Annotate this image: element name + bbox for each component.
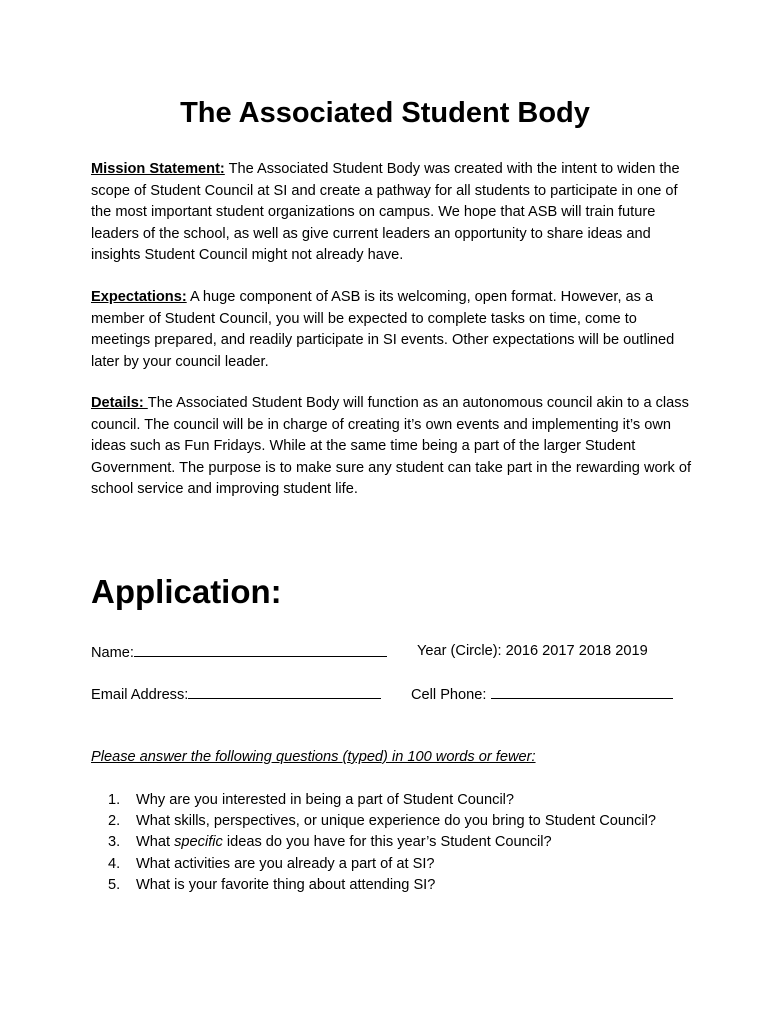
question-text: What activities are you already a part of at SI?	[136, 855, 435, 872]
page-title: The Associated Student Body	[180, 97, 590, 129]
list-item	[108, 875, 656, 896]
phone-label: Cell Phone:	[411, 687, 491, 703]
name-field[interactable]	[91, 641, 387, 663]
expectations-label: Expectations:	[91, 289, 187, 305]
mission-statement-text: The Associated Student Body was created with the intent to widen the scope of Student Council at SI and create a pathway for all students to participate in one of the most important student organizations on campus. We hope that ASB will train future leaders of the school, as well as give current leaders an opportunity to share ideas and insights Student Council might not already have.	[91, 161, 680, 263]
question-text-pre: What	[136, 834, 175, 851]
name-blank-line[interactable]	[134, 641, 387, 657]
question-number: 1.	[108, 792, 121, 808]
year-field: Year (Circle): 2016 2017 2018 2019	[417, 643, 648, 659]
details-text: The Associated Student Body will function as an autonomous council akin to a class council. The council will be in charge of creating it’s own events and implementing it’s own ideas such as Fun Fridays. While at the same time being a part of the larger Student Government. The purpose is to make sure any student can take part in the rewarding work of school service and improving student life.	[91, 395, 692, 497]
question-text: What is your favorite thing about attending SI?	[136, 876, 436, 893]
question-text: What skills, perspectives, or unique experience do you bring to Student Council?	[136, 813, 656, 830]
question-number: 4.	[108, 855, 121, 872]
application-heading: Application:	[91, 573, 282, 610]
details-label: Details:	[91, 395, 148, 411]
name-label: Name:	[91, 645, 134, 661]
email-label: Email Address:	[91, 687, 189, 703]
phone-field[interactable]	[411, 683, 673, 705]
questions-instruction: Please answer the following questions (typed) in 100 words or fewer:	[91, 749, 536, 765]
question-text-post: ideas do you have for this year’s Student Council?	[222, 834, 552, 851]
list-item	[108, 790, 656, 811]
question-text-emphasis: specific	[174, 834, 223, 851]
list-item	[108, 811, 656, 832]
question-text: Why are you interested in being a part of Student Council?	[136, 792, 515, 808]
question-number: 2.	[108, 813, 121, 830]
email-field[interactable]	[91, 683, 381, 705]
phone-blank-line[interactable]	[491, 683, 673, 699]
email-blank-line[interactable]	[188, 683, 381, 699]
question-number: 5.	[108, 876, 121, 893]
mission-statement-label: Mission Statement:	[91, 161, 225, 177]
list-item	[108, 832, 656, 853]
expectations-paragraph	[91, 287, 691, 373]
questions-list	[108, 790, 656, 896]
details-paragraph	[91, 393, 691, 501]
list-item	[108, 854, 656, 875]
mission-statement-paragraph	[91, 159, 691, 267]
question-number: 3.	[108, 834, 121, 851]
expectations-text: A huge component of ASB is its welcoming, open format. However, as a member of Student Council, you will be expected to complete tasks on time, come to meetings prepared, and readily participate in SI events. Other expectations will be outlined later by your council leader.	[91, 289, 675, 370]
